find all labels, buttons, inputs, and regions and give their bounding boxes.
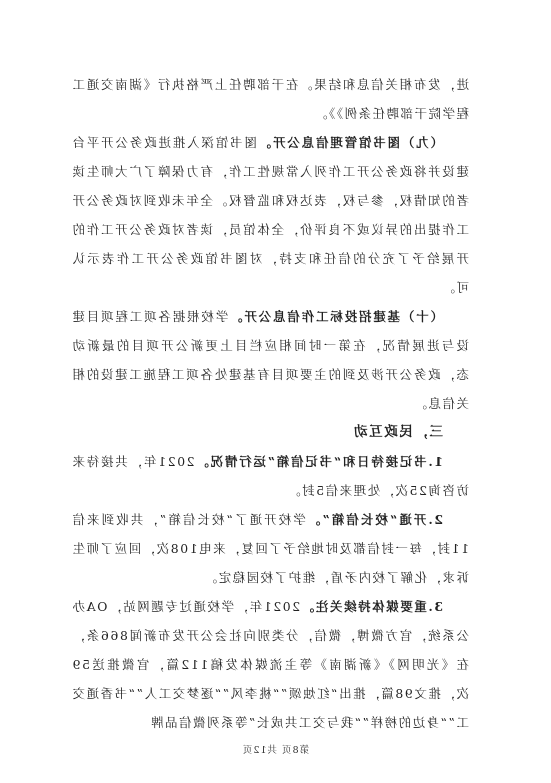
item-media-attention — [71, 592, 469, 737]
item-lead: 3.重要媒体持续关注。 — [300, 599, 443, 614]
paragraph-infrastructure — [71, 302, 469, 418]
item-secretary-reception — [71, 447, 469, 505]
paragraph-text: 学校根据各项工程项目建设与进展情况，在第一时间相应栏目上更新公开项目的最新动态，政务公开涉及到的主要项目有基建处各项工程施工建设的相关信息。 — [70, 309, 469, 411]
paragraph-lead: （九）图书馆管理信息公开。 — [256, 135, 443, 150]
section-heading: 三，民政互动 — [352, 424, 443, 440]
page-number-footer: 第8页 共12页 — [241, 745, 310, 756]
paragraph-library — [71, 128, 469, 302]
item-text: 2021年，学校通过专题网站，OA办公系统，官方微博，微信，分类别向社会公开发布新闻866条，在《光明网》《新湖南》等主流媒体发稿112篇，官微推送59次，推文98篇，推出“红烛颂”“桃李风”“逐梦交工人”“书香通交工”“身边的榜样”“我与交工共成长”等系列微信品牌 — [71, 599, 469, 730]
document-body — [71, 70, 469, 737]
paragraph-lead: （十）基建招投标工作信息公开。 — [228, 309, 443, 324]
item-text: 学校开通了“校长信箱”，共收到来信11封，每一封信都及时地给予了回复，来电108次，回应了师生诉求，化解了校内矛盾，维护了校园稳定。 — [71, 512, 469, 585]
item-lead: 2.开通“校长信箱”。 — [305, 512, 443, 527]
item-lead: 1.书记接待日和“书记信箱”运行情况。 — [194, 454, 443, 469]
paragraph-continuation — [71, 70, 469, 128]
paragraph-text: 进，发布相关信息和结果。在干部聘任上严格执行《湖南交通工程学院干部聘任条例》》。 — [71, 77, 469, 121]
item-president-mailbox — [71, 505, 469, 592]
item-text: 2021年，共接待来访咨询25次，处理来信5封。 — [71, 454, 469, 498]
paragraph-text: 图书馆深入推进政务公开平台建设并将政务公开工作列入常规性工作，有力保障了广大师生读者的知情权，参与权，表达权和监督权。全年未收到对政务公开工作提出的异议或不良评价，全体馆员，读者对政务公开工作的开展给予了充分的信任和支持，对图书馆政务公开工作表示认可。 — [71, 135, 469, 295]
